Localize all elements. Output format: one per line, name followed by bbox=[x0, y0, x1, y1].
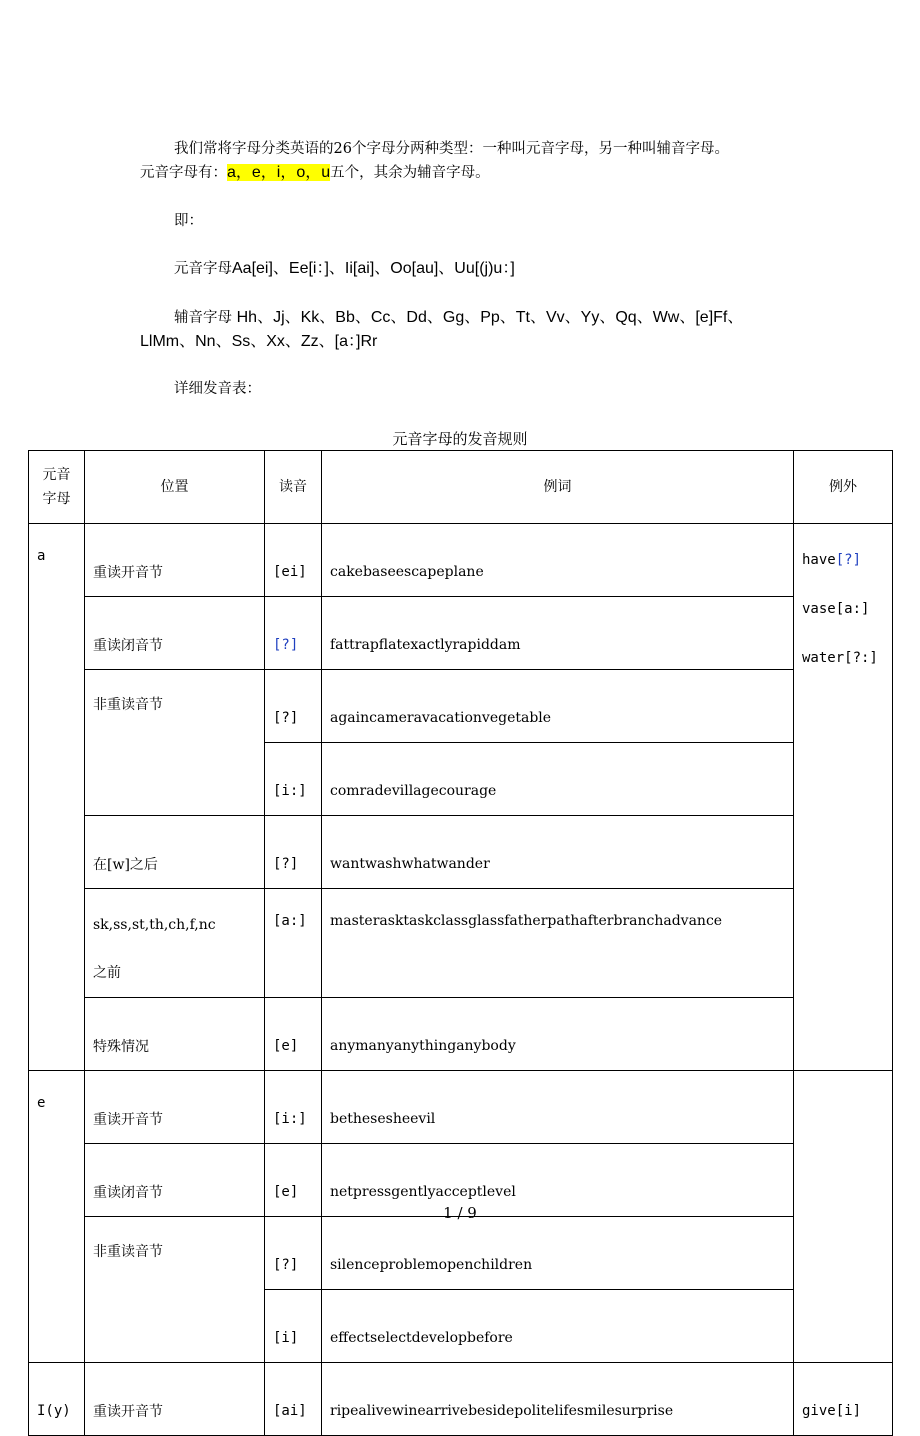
consonant-letters-line bbox=[140, 306, 790, 354]
position-line-1: sk,ss,st,th,ch,f,nc bbox=[93, 917, 216, 933]
sound-cell: [?] bbox=[265, 597, 322, 670]
position-cell: 在[w]之后 bbox=[85, 816, 265, 889]
position-line-2: 之前 bbox=[93, 965, 121, 981]
vowel-cell-i: I(y) bbox=[29, 1363, 85, 1436]
sound-cell: [ei] bbox=[265, 524, 322, 597]
vowel-letters-line bbox=[140, 257, 834, 281]
position-cell: 重读开音节 bbox=[85, 1071, 265, 1144]
example-cell: againcameravacationvegetable bbox=[322, 670, 794, 743]
intro-text: 我们常将字母分类英语的26个字母分两种类型：一种叫元音字母，另一种叫辅音字母。 bbox=[174, 141, 729, 157]
vowel-rules-table bbox=[28, 450, 893, 1436]
position-cell: 非重读音节 bbox=[85, 670, 265, 816]
vowel-letters-prefix: 元音字母 bbox=[174, 261, 232, 277]
header-vowel bbox=[29, 451, 85, 524]
table-row bbox=[29, 889, 893, 998]
example-cell: cakebaseescapeplane bbox=[322, 524, 794, 597]
position-cell: 重读闭音节 bbox=[85, 1144, 265, 1217]
position-cell: 重读闭音节 bbox=[85, 597, 265, 670]
table-row bbox=[29, 1071, 893, 1144]
ji-label: 即： bbox=[174, 213, 203, 229]
intro-line-1 bbox=[140, 137, 800, 161]
table-row bbox=[29, 1217, 893, 1290]
position-cell: 特殊情况 bbox=[85, 998, 265, 1071]
exception-cell-i: give[i] bbox=[794, 1363, 893, 1436]
position-cell: 非重读音节 bbox=[85, 1217, 265, 1363]
header-vowel-text: 元音字母 bbox=[42, 467, 71, 507]
position-cell bbox=[85, 889, 265, 998]
example-cell: fattrapflatexactlyrapiddam bbox=[322, 597, 794, 670]
vowel-list-suffix: 五个，其余为辅音字母。 bbox=[330, 165, 490, 181]
consonant-letters-prefix: 辅音字母 bbox=[174, 310, 232, 326]
vowel-cell-a: a bbox=[29, 524, 85, 1071]
sound-cell: [i] bbox=[265, 1290, 322, 1363]
example-cell: masterasktaskclassglassfatherpathafterbranchadvance bbox=[322, 889, 794, 998]
sound-cell: [e] bbox=[265, 1144, 322, 1217]
example-cell: netpressgentlyacceptlevel bbox=[322, 1144, 794, 1217]
table-row bbox=[29, 670, 893, 743]
table-header-row bbox=[29, 451, 893, 524]
consonant-letters-text: Hh、Jj、Kk、Bb、Cc、Dd、Gg、Pp、Tt、Vv、Yy、Qq、Ww、[e]Ff、LlMm、Nn、Ss、Xx、Zz、[a：]Rr bbox=[140, 309, 744, 350]
exception-have-word: have bbox=[802, 552, 836, 568]
example-cell: effectselectdevelopbefore bbox=[322, 1290, 794, 1363]
sound-cell: [i:] bbox=[265, 1071, 322, 1144]
table-row bbox=[29, 597, 893, 670]
example-cell: silenceproblemopenchildren bbox=[322, 1217, 794, 1290]
sound-cell: [?] bbox=[265, 670, 322, 743]
sound-cell: [?] bbox=[265, 1217, 322, 1290]
sound-cell: [a:] bbox=[265, 889, 322, 998]
page-number: 1 / 9 bbox=[443, 1204, 477, 1222]
exception-have-sound: [?] bbox=[835, 552, 862, 568]
exception-cell-a bbox=[794, 524, 893, 1071]
sound-cell: [i:] bbox=[265, 743, 322, 816]
example-cell: ripealivewinearrivebesidepolitelifesmilesurprise bbox=[322, 1363, 794, 1436]
table-row bbox=[29, 816, 893, 889]
table-row bbox=[29, 524, 893, 597]
header-exceptions: 例外 bbox=[794, 451, 893, 524]
example-cell: bethesesheevil bbox=[322, 1071, 794, 1144]
detail-label: 详细发音表： bbox=[174, 381, 261, 397]
exception-have bbox=[802, 536, 884, 585]
sound-cell: [e] bbox=[265, 998, 322, 1071]
header-position: 位置 bbox=[85, 451, 265, 524]
example-cell: anymanyanythinganybody bbox=[322, 998, 794, 1071]
sound-cell: [ai] bbox=[265, 1363, 322, 1436]
table-row bbox=[29, 998, 893, 1071]
position-cell: 重读开音节 bbox=[85, 1363, 265, 1436]
sound-cell: [?] bbox=[265, 816, 322, 889]
intro-line-2 bbox=[140, 161, 800, 185]
vowel-list-highlight: a，e，i，o，u bbox=[227, 164, 331, 181]
header-sound: 读音 bbox=[265, 451, 322, 524]
example-cell: wantwashwhatwander bbox=[322, 816, 794, 889]
example-cell: comradevillagecourage bbox=[322, 743, 794, 816]
exception-water: water[?:] bbox=[802, 650, 878, 666]
vowel-letters-text: Aa[ei]、Ee[i：]、Ii[ai]、Oo[au]、Uu[(j)u：] bbox=[232, 260, 515, 277]
position-cell: 重读开音节 bbox=[85, 524, 265, 597]
exception-vase: vase[a:] bbox=[802, 601, 870, 617]
table-row bbox=[29, 1363, 893, 1436]
table-caption: 元音字母的发音规则 bbox=[392, 430, 528, 448]
vowel-list-prefix: 元音字母有： bbox=[140, 165, 227, 181]
header-examples: 例词 bbox=[322, 451, 794, 524]
vowel-cell-e: e bbox=[29, 1071, 85, 1363]
